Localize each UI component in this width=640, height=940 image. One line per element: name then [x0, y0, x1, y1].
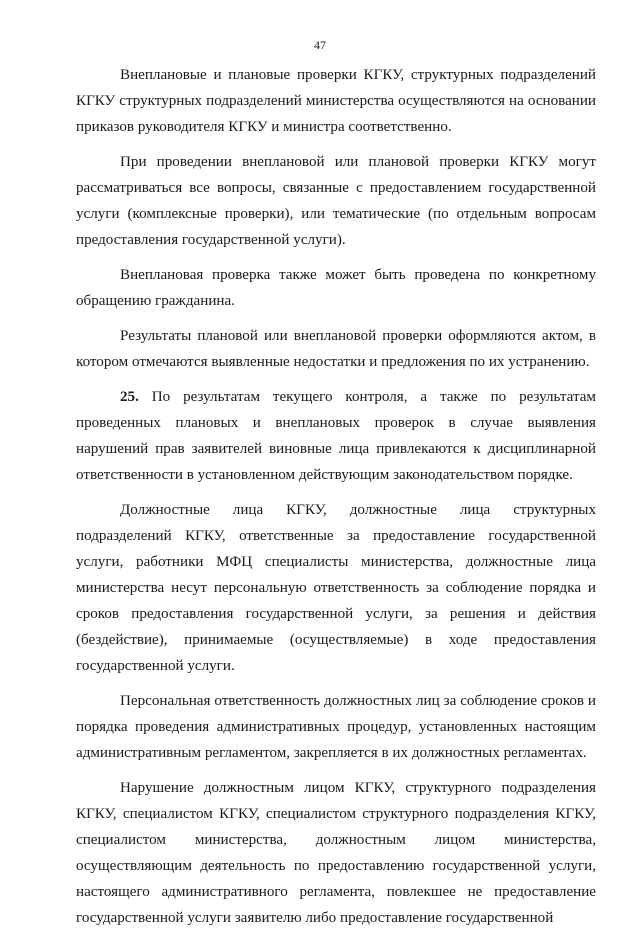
paragraph-text: Внеплановые и плановые проверки КГКУ, структурных подразделений КГКУ структурных подразделений министерства осуществляются на основании приказов руководителя КГКУ и министра соответственно. [76, 67, 596, 135]
paragraph-personal-responsibility [76, 497, 596, 679]
paragraph-unscheduled-inspection [76, 262, 596, 314]
item-number: 25. [120, 389, 139, 405]
paragraph-text: При проведении внеплановой или плановой проверки КГКУ могут рассматриваться все вопросы, связанные с предоставлением государственной услуги (комплексные проверки), или тематические (по отдельным вопросам предоставления государственной услуги). [76, 154, 596, 248]
paragraph-text: Должностные лица КГКУ, должностные лица структурных подразделений КГКУ, ответственные за предоставление государственной услуги, работники МФЦ специалисты министерства, должностные лица министерства несут персональную ответственность за соблюдение порядка и сроков предоставления государственной услуги, за решения и действия (бездействие), принимаемые (осуществляемые) в ходе предоставления государственной услуги. [76, 502, 596, 674]
document-body [76, 62, 596, 940]
paragraph-inspection-orders [76, 62, 596, 140]
paragraph-text: По результатам текущего контроля, а также по результатам проведенных плановых и внеплановых проверок в случае выявления нарушений прав заявителей виновные лица привлекаются к дисциплинарной ответственности в установленном действующим законодательством порядке. [76, 389, 596, 483]
paragraph-violation [76, 775, 596, 931]
paragraph-inspection-results [76, 323, 596, 375]
paragraph-text: Результаты плановой или внеплановой проверки оформляются актом, в котором отмечаются выявленные недостатки и предложения по их устранению. [76, 328, 596, 370]
paragraph-job-regulations [76, 688, 596, 766]
paragraph-inspection-scope [76, 149, 596, 253]
paragraph-text: Нарушение должностным лицом КГКУ, структурного подразделения КГКУ, специалистом КГКУ, специалистом структурного подразделения КГКУ, специалистом министерства, должностным лицом министерства, осуществляющим деятельность по предоставлению государственной услуги, настоящего административного регламента, повлекшее не предоставление государственной услуги заявителю либо предоставление государственной [76, 780, 596, 926]
paragraph-text: Внеплановая проверка также может быть проведена по конкретному обращению гражданина. [76, 267, 596, 309]
page-number: 47 [314, 38, 326, 52]
paragraph-item-25 [76, 384, 596, 488]
paragraph-text: Персональная ответственность должностных лиц за соблюдение сроков и порядка проведения административных процедур, установленных настоящим административным регламентом, закрепляется в их должностных регламентах. [76, 693, 596, 761]
